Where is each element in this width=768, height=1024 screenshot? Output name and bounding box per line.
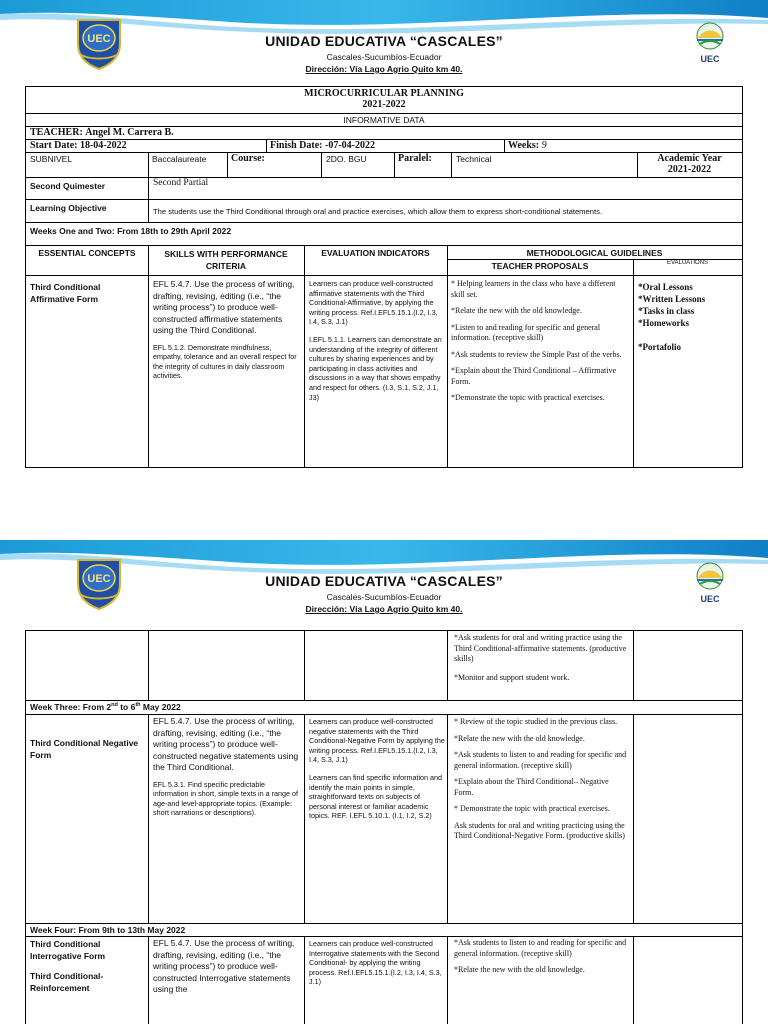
academic-year-value: 2021-2022 — [667, 164, 712, 175]
paralel-label: Paralel: — [398, 153, 432, 164]
weeks-field — [508, 139, 738, 152]
prop-neg-5: * Demonstrate the topic with practical exercises. — [454, 804, 610, 813]
informative-data-heading: INFORMATIVE DATA — [343, 115, 425, 125]
school-address: Dirección: Vía Lago Agrio Quito km 40. — [305, 64, 463, 74]
school-location: Cascales-Sucumbíos-Ecuador — [326, 52, 442, 62]
planning-table-continued — [25, 630, 743, 1024]
weeks-value: 9 — [541, 140, 547, 151]
skills-affirmative — [153, 279, 301, 387]
weeks-label: Weeks: — [508, 140, 540, 151]
finish-date: Finish Date: -07-04-2022 — [270, 140, 375, 151]
subnivel-value: Baccalaureate — [152, 154, 207, 164]
eval-negative-2: Learners can find specific information and identify the main points in simple, straightforward texts on subjects of personal interest or familiar academic topics. REF. I.EFL 5.10.1. (I.1, I.2, S.2) — [309, 772, 443, 821]
page-gap — [0, 472, 768, 540]
document-page-2 — [0, 540, 768, 1024]
concept-reinforcement: Third Conditional-Reinforcement — [30, 971, 104, 993]
plan-year: 2021-2022 — [362, 99, 406, 110]
eval-affirmative — [309, 279, 445, 408]
week3-sup-2: th — [135, 702, 141, 709]
prop-neg-6: Ask students for oral and writing practicing using the Third Conditional-Negative Form. (productive skills) — [454, 820, 625, 840]
course-label: Course: — [231, 153, 265, 164]
logo-right-label: UEC — [700, 594, 720, 604]
evaluation-portafolio: *Portafolio — [638, 342, 681, 352]
teacher-name: TEACHER: Ángel M. Carrera B. — [30, 127, 174, 138]
prop-neg-1: * Review of the topic studied in the previous class. — [454, 717, 618, 726]
proposal-5: *Explain about the Third Conditional – Affirmative Form. — [451, 366, 617, 386]
proposal-4: *Ask students to review the Simple Past of the verbs. — [451, 349, 622, 359]
eval-negative-1: Learners can produce well-constructed negative statements with the Third Conditional-Negative Form by applying the writing process. Ref.I.EFL5.15.1.(I.2, I.3, I.4, S.3, J.1) — [309, 717, 445, 765]
concept-interrogative: Third Conditional Interrogative Form — [30, 939, 106, 961]
eval-affirmative-2: I.EFL 5.1.1. Learners can demonstrate an understanding of the integrity of different cultures by sharing experiences and by participating in class activities and discussions in a way that shows empathy and respect for others. (I.3, S.1, S.2, J.1, J3) — [309, 334, 442, 402]
concepts-interrogative — [30, 938, 144, 1000]
teacher-proposals-interrogative — [454, 938, 630, 982]
col-essential-concepts: ESSENTIAL CONCEPTS — [38, 248, 136, 258]
teacher-proposals-negative — [454, 717, 630, 848]
evaluations-list — [638, 281, 742, 353]
eval-affirmative-1: Learners can produce well-constructed affirmative statements with the Third Conditional-Affirmative, by applying the writing process. Ref.I.EFL5.15.1.(I.2, I.3, I.4, S.3, J.1) — [309, 279, 438, 327]
week3-part-b: to 6 — [117, 702, 136, 712]
objective-value: The students use the Third Conditional through oral and practice exercises, which allow them to express short-conditional statements. — [153, 207, 602, 216]
document-page-1 — [0, 0, 768, 472]
objective-label: Learning Objective — [30, 203, 107, 213]
evaluation-tasks: *Tasks in class — [638, 306, 695, 316]
school-name: UNIDAD EDUCATIVA “CASCALES” — [265, 33, 503, 49]
proposal-oral-writing: *Ask students for oral and writing practice using the Third Conditional-affirmative statements. (productive skills) — [454, 633, 627, 663]
proposal-1: * Helping learners in the class who have a different skill set. — [451, 279, 616, 299]
proposal-2: *Relate the new with the old knowledge. — [451, 306, 582, 315]
col-methodological-guidelines: METHODOLOGICAL GUIDELINES — [526, 248, 663, 258]
svg-text:UEC: UEC — [87, 33, 111, 45]
col-skills: SKILLS WITH PERFORMANCE CRITERIA — [164, 249, 288, 271]
col-evaluation-indicators: EVALUATION INDICATORS — [321, 248, 430, 258]
week3-sup-1: nd — [111, 702, 118, 709]
proposal-monitor: *Monitor and support student work. — [454, 672, 570, 682]
prop-neg-2: *Relate the new with the old knowledge. — [454, 733, 585, 743]
skill-interrogative: EFL 5.4.7. Use the process of writing, drafting, revising, editing (i.e., “the writing process”) to produce well- constructed Interrogative statements using the — [153, 938, 295, 994]
evaluation-oral: *Oral Lessons — [638, 282, 693, 292]
prop-int-2: *Relate the new with the old knowledge. — [454, 965, 585, 974]
prop-int-1: *Ask students to listen to and reading for specific and general information. (receptive skill) — [454, 938, 627, 958]
col-evaluations: EVALUATIONS — [666, 260, 709, 266]
plan-title: MICROCURRICULAR PLANNING — [304, 88, 464, 99]
proposal-6: *Demonstrate the topic with practical exercises. — [451, 393, 605, 402]
evaluation-written: *Written Lessons — [638, 294, 706, 304]
weeks-range: Weeks One and Two: From 18th to 29th April 2022 — [30, 226, 232, 236]
prop-neg-3: *Ask students to listen to and reading for specific and general information. (receptive skill) — [454, 750, 627, 770]
concept-affirmative: Third Conditional Affirmative Form — [30, 282, 101, 304]
prop-neg-4: *Explain about the Third Conditional– Negative Form. — [454, 777, 609, 797]
course-value: 2DO. BGU — [326, 154, 367, 164]
evaluation-homeworks: *Homeworks — [638, 318, 689, 328]
teacher-proposals-continued — [454, 633, 630, 689]
school-name: UNIDAD EDUCATIVA “CASCALES” — [265, 573, 503, 589]
col-teacher-proposals: TEACHER PROPOSALS — [491, 261, 589, 271]
teacher-proposals-affirmative — [451, 279, 631, 410]
skill-efl512: EFL 5.1.2. Demonstrate mindfulness, empathy, tolerance and an overall respect for the integrity of cultures in daily classroom activities. — [153, 342, 297, 381]
svg-text:UEC: UEC — [87, 573, 111, 585]
subnivel-label: SUBNIVEL — [30, 154, 73, 164]
school-location: Cascales-Sucumbíos-Ecuador — [326, 592, 442, 602]
school-address: Dirección: Vía Lago Agrio Quito km 40. — [305, 604, 463, 614]
week-four-range: Week Four: From 9th to 13th May 2022 — [30, 925, 186, 935]
week-three-range — [30, 702, 730, 712]
skill-neg-efl547: EFL 5.4.7. Use the process of writing, drafting, revising, editing (i.e., “the writing process”) to produce well- constructed negative statements using the Third Conditional. — [153, 716, 299, 772]
eval-interrogative: Learners can produce well-constructed Interrogative statements with the Second Conditional- by applying the writing process. Ref.I.EFL5.15.1.(I.2, I.3, I.4, S.3, J.1) — [309, 939, 442, 987]
skill-efl547: EFL 5.4.7. Use the process of writing, drafting, revising, editing (i.e., “the writing process”) to produce well- constructed affirmative statements using the Third Conditional. — [153, 279, 295, 335]
eval-negative — [309, 717, 445, 827]
logo-right-label: UEC — [700, 54, 720, 64]
academic-year — [637, 153, 742, 175]
start-date: Start Date: 18-04-2022 — [30, 140, 127, 151]
concept-negative: Third Conditional Negative Form — [30, 738, 139, 760]
paralel-value: Technical — [456, 154, 492, 164]
quimester-value: Second Partial — [153, 178, 209, 188]
week3-part-a: Week Three: From 2 — [30, 702, 112, 712]
proposal-3: *Listen to and reading for specific and general information. (receptive skill) — [451, 322, 601, 342]
skills-negative — [153, 716, 301, 824]
quimester-label: Second Quimester — [30, 181, 106, 191]
skill-neg-efl531: EFL 5.3.1. Find specific predictable information in short, simple texts in a range of age-and level-appropriate topics. (Example: short narrations or descriptions). — [153, 779, 299, 818]
academic-year-label: Academic Year — [657, 153, 722, 164]
planning-table — [25, 86, 743, 468]
week3-part-c: May 2022 — [140, 702, 181, 712]
